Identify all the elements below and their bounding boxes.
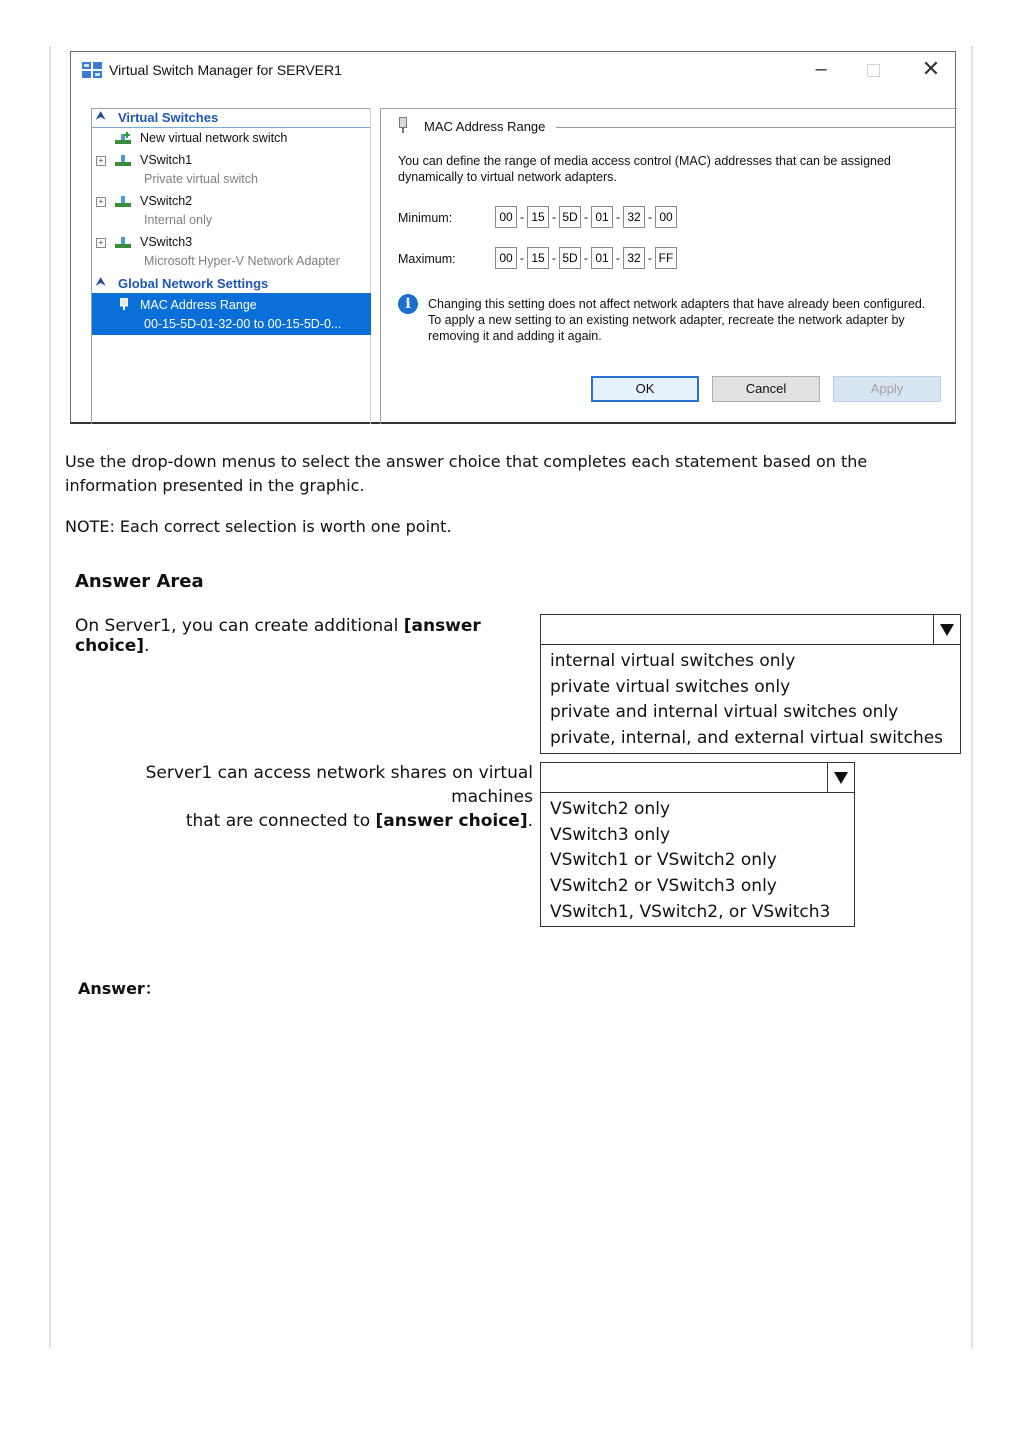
max-octet-1[interactable]: 00 (495, 247, 517, 269)
maximize-button[interactable] (867, 64, 880, 77)
dropdown-option[interactable]: VSwitch2 only (550, 799, 671, 819)
virtual-switches-section[interactable] (92, 109, 370, 128)
dropdown-option[interactable]: VSwitch1, VSwitch2, or VSwitch3 (550, 901, 831, 922)
statement-2-choice: [answer choice] (375, 811, 528, 831)
min-octet-1[interactable]: 00 (495, 206, 517, 228)
vswitch3-item[interactable] (92, 234, 370, 252)
answer-label: Answer： (78, 979, 161, 998)
expand-icon[interactable]: + (96, 197, 106, 207)
min-octet-3[interactable]: 5D (559, 206, 581, 228)
max-octet-5[interactable]: 32 (623, 247, 645, 269)
switch-name: VSwitch2 (140, 194, 193, 208)
max-octet-3[interactable]: 5D (559, 247, 581, 269)
expand-icon[interactable]: + (96, 156, 106, 166)
note: NOTE: Each correct selection is worth one point. (65, 517, 452, 536)
dropdown-option[interactable]: VSwitch3 only (550, 824, 671, 845)
instructions: Use the drop-down menus to select the answer choice that completes each statement based on the information presented in the graphic. (65, 452, 868, 495)
new-switch-icon (114, 132, 132, 145)
section-divider (556, 127, 956, 128)
statement-2-line-1: Server1 can access network shares on virtual machines (145, 763, 533, 807)
dropdown-header[interactable] (541, 615, 960, 645)
statement-1-prefix: On Server1, you can create additional (75, 616, 404, 636)
global-network-settings-section[interactable] (92, 275, 370, 294)
dialog-title: Virtual Switch Manager for SERVER1 (109, 62, 342, 78)
switch-type: Internal only (144, 213, 213, 227)
minimum-label: Minimum: (398, 211, 453, 225)
adapter-icon (120, 298, 128, 310)
dropdown-arrow-icon[interactable] (827, 763, 854, 792)
collapse-chevron-icon: ⮝ (96, 276, 106, 288)
navigation-pane (91, 108, 371, 424)
minimize-button[interactable]: – (815, 58, 827, 80)
mac-address-range-item[interactable] (92, 293, 371, 335)
expand-icon[interactable]: + (96, 238, 106, 248)
vswitch2-item[interactable] (92, 193, 370, 211)
maximum-label: Maximum: (398, 252, 456, 266)
network-switch-icon (114, 195, 132, 208)
statement-1-suffix: . (144, 636, 150, 656)
info-text: Changing this setting does not affect network adapters that have already been configured. To apply a new setting to an existing network adapter, recreate the network adapter by removing it and adding it again. (428, 297, 926, 343)
mac-range-label: MAC Address Range (140, 298, 257, 312)
adapter-icon (399, 117, 407, 133)
min-octet-5[interactable]: 32 (623, 206, 645, 228)
close-button[interactable]: ✕ (921, 56, 941, 81)
title-bar (71, 52, 955, 90)
new-switch-label: New virtual network switch (140, 131, 288, 145)
network-switch-icon (114, 236, 132, 249)
section-label: Virtual Switches (118, 110, 219, 125)
collapse-chevron-icon: ⮝ (96, 110, 106, 122)
new-virtual-switch-item[interactable] (92, 130, 370, 148)
vswitch1-item[interactable] (92, 152, 370, 170)
dropdown-header[interactable] (541, 763, 854, 793)
info-icon: i (398, 294, 418, 314)
switch-type: Microsoft Hyper-V Network Adapter (144, 254, 340, 268)
section-title: MAC Address Range (424, 119, 546, 134)
minimum-mac-fields: 00 - 15 - 5D - 01 - 32 - 00 (495, 204, 677, 230)
statement-1-choice: [answer choice] (75, 616, 481, 656)
dropdown-option[interactable]: internal virtual switches only (550, 651, 796, 671)
min-octet-2[interactable]: 15 (527, 206, 549, 228)
switch-type: Private virtual switch (144, 172, 258, 186)
statement-1-dropdown[interactable] (540, 614, 961, 754)
network-switch-icon (114, 154, 132, 167)
dropdown-arrow-icon[interactable] (933, 615, 960, 644)
max-octet-6[interactable]: FF (655, 247, 677, 269)
statement-2-line-2 (75, 809, 533, 833)
statement-2-prefix: that are connected to (185, 811, 376, 831)
statement-2-dropdown[interactable] (540, 762, 855, 927)
switch-name: VSwitch3 (140, 235, 193, 249)
mac-range-value: 00-15-5D-01-32-00 to 00-15-5D-0... (144, 317, 342, 331)
answer-area-heading: Answer Area (75, 571, 204, 592)
max-octet-2[interactable]: 15 (527, 247, 549, 269)
statement-2 (75, 761, 533, 833)
description-text: You can define the range of media access control (MAC) addresses that can be assigned dynamically to virtual network adapters. (398, 154, 891, 184)
ok-button[interactable]: OK (591, 376, 699, 402)
cancel-button[interactable]: Cancel (712, 376, 820, 402)
dropdown-option[interactable]: VSwitch1 or VSwitch2 only (550, 850, 777, 871)
section-label: Global Network Settings (118, 276, 269, 291)
dropdown-option[interactable]: private and internal virtual switches only (550, 702, 899, 723)
dropdown-options (550, 649, 943, 752)
dropdown-option[interactable]: private virtual switches only (550, 676, 791, 697)
switch-manager-icon (82, 62, 102, 79)
dropdown-options (550, 797, 830, 926)
dropdown-option[interactable]: private, internal, and external virtual switches (550, 728, 944, 749)
max-octet-4[interactable]: 01 (591, 247, 613, 269)
statement-2-suffix: . (527, 811, 533, 831)
page-border-right (971, 46, 973, 1348)
switch-name: VSwitch1 (140, 153, 193, 167)
min-octet-6[interactable]: 00 (655, 206, 677, 228)
virtual-switch-manager-dialog (70, 51, 956, 424)
min-octet-4[interactable]: 01 (591, 206, 613, 228)
dropdown-option[interactable]: VSwitch2 or VSwitch3 only (550, 876, 777, 897)
details-pane (380, 108, 957, 424)
statement-1 (75, 616, 537, 656)
maximum-mac-fields: 00 - 15 - 5D - 01 - 32 - FF (495, 245, 677, 271)
apply-button[interactable]: Apply (833, 376, 941, 402)
page-border-left (49, 46, 51, 1348)
